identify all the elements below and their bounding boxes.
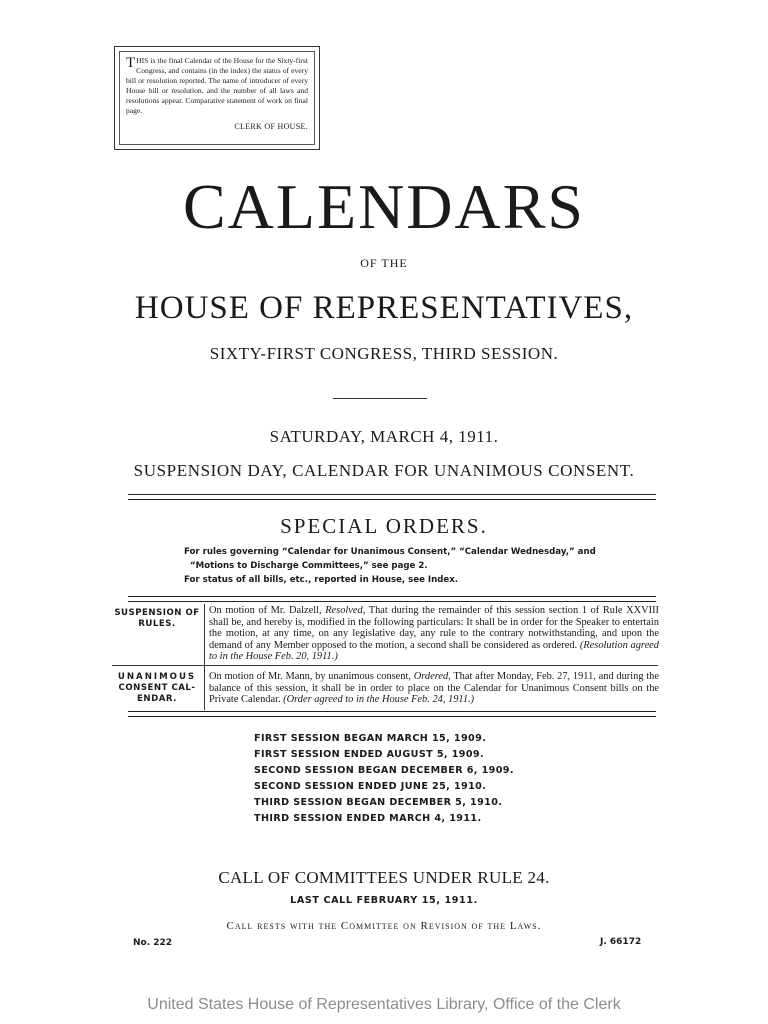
order-label-line: RULES. <box>138 619 176 629</box>
note-line: “Motions to Discharge Committees,” see page 2. <box>190 561 428 571</box>
session-line: THIRD SESSION BEGAN DECEMBER 5, 1910. <box>254 797 503 808</box>
special-orders-heading: SPECIAL ORDERS. <box>280 514 488 538</box>
order-text-suspension <box>209 605 659 663</box>
session-line: SECOND SESSION BEGAN DECEMBER 6, 1909. <box>254 765 514 776</box>
order-text-note: (Resolution agreed to in the House Feb. 20, 1911.) <box>209 639 659 662</box>
order-text-part: That during the remainder of this session section 1 of Rule XXVIII shall be, and hereby is, modified in the following particulars: It shall be in order for the Speaker to entertain the motion, at any time, on any legislative day, any rule to the contrary notwithstanding, and upon the demand of any Member opposed to the motion, a second shall be considered as ordered. <box>209 605 659 651</box>
session-line: FIRST SESSION ENDED AUGUST 5, 1909. <box>254 749 485 760</box>
congress-session: SIXTY-FIRST CONGRESS, THIRD SESSION. <box>209 344 559 363</box>
source-footer: United States House of Representatives Library, Office of the Clerk <box>147 996 621 1013</box>
order-text-part: On motion of Mr. Mann, by unanimous consent, <box>209 671 414 682</box>
of-the-line: OF THE <box>360 256 408 270</box>
short-divider <box>333 398 427 399</box>
suspension-day-heading: SUSPENSION DAY, CALENDAR FOR UNANIMOUS CONSENT. <box>133 461 635 480</box>
order-label-suspension <box>112 608 202 630</box>
page-title: CALENDARS <box>182 171 586 242</box>
order-text-italic: Resolved, <box>325 605 366 616</box>
house-heading: HOUSE OF REPRESENTATIVES, <box>134 290 634 326</box>
double-divider-top <box>128 494 656 500</box>
order-text-note: (Order agreed to in the House Feb. 24, 1911.) <box>283 694 475 705</box>
notice-text: HIS is the final Calendar of the House for the Sixty-first Congress, and contains (in the index) the status of every bill or resolution reported. The name of introducer of every House bill or resolution, and the number of all laws and resolutions appear. Comparative statement of work on final page. <box>126 56 308 115</box>
order-label-line: SUSPENSION OF <box>114 608 200 618</box>
order-label-unanimous <box>112 672 202 705</box>
note-line: For rules governing “Calendar for Unanimous Consent,” “Calendar Wednesday,” and <box>184 547 596 557</box>
document-number: No. 222 <box>133 938 173 948</box>
note-line: For status of all bills, etc., reported in House, see Index. <box>184 575 459 585</box>
order-text-unanimous <box>209 671 659 706</box>
order-label-line: UNANIMOUS <box>117 672 197 682</box>
double-divider-orders-top <box>128 596 656 602</box>
session-line: SECOND SESSION ENDED JUNE 25, 1910. <box>254 781 487 792</box>
session-line: FIRST SESSION BEGAN MARCH 15, 1909. <box>254 733 487 744</box>
order-separator <box>112 665 658 666</box>
double-divider-orders-bottom <box>128 711 656 717</box>
last-call-line: LAST CALL FEBRUARY 15, 1911. <box>290 895 478 906</box>
document-code: J. 66172 <box>600 937 642 947</box>
order-column-divider <box>204 604 205 710</box>
final-calendar-notice <box>114 46 320 150</box>
special-orders-notes <box>184 545 604 587</box>
notice-dropcap: T <box>126 55 136 71</box>
session-line: THIRD SESSION ENDED MARCH 4, 1911. <box>254 813 482 824</box>
notice-signature: CLERK OF HOUSE. <box>234 122 308 131</box>
order-text-italic: Ordered, <box>413 671 451 682</box>
order-label-line: ENDAR. <box>137 694 177 704</box>
order-text-part: That after Monday, Feb. 27, 1911, and during the balance of this session, it shall be in order to place on the Calendar for Unanimous Consent bills on the Private Calendar. <box>209 671 659 705</box>
session-dates <box>254 731 514 827</box>
notice-inner-border <box>119 51 315 145</box>
call-of-committees-heading: CALL OF COMMITTEES UNDER RULE 24. <box>218 868 550 887</box>
call-rests-line: Call rests with the Committee on Revision of the Laws. <box>226 920 542 932</box>
order-text-part: On motion of Mr. Dalzell, <box>209 605 326 616</box>
order-label-line: CONSENT CAL- <box>118 683 196 693</box>
calendar-date: SATURDAY, MARCH 4, 1911. <box>269 427 499 446</box>
